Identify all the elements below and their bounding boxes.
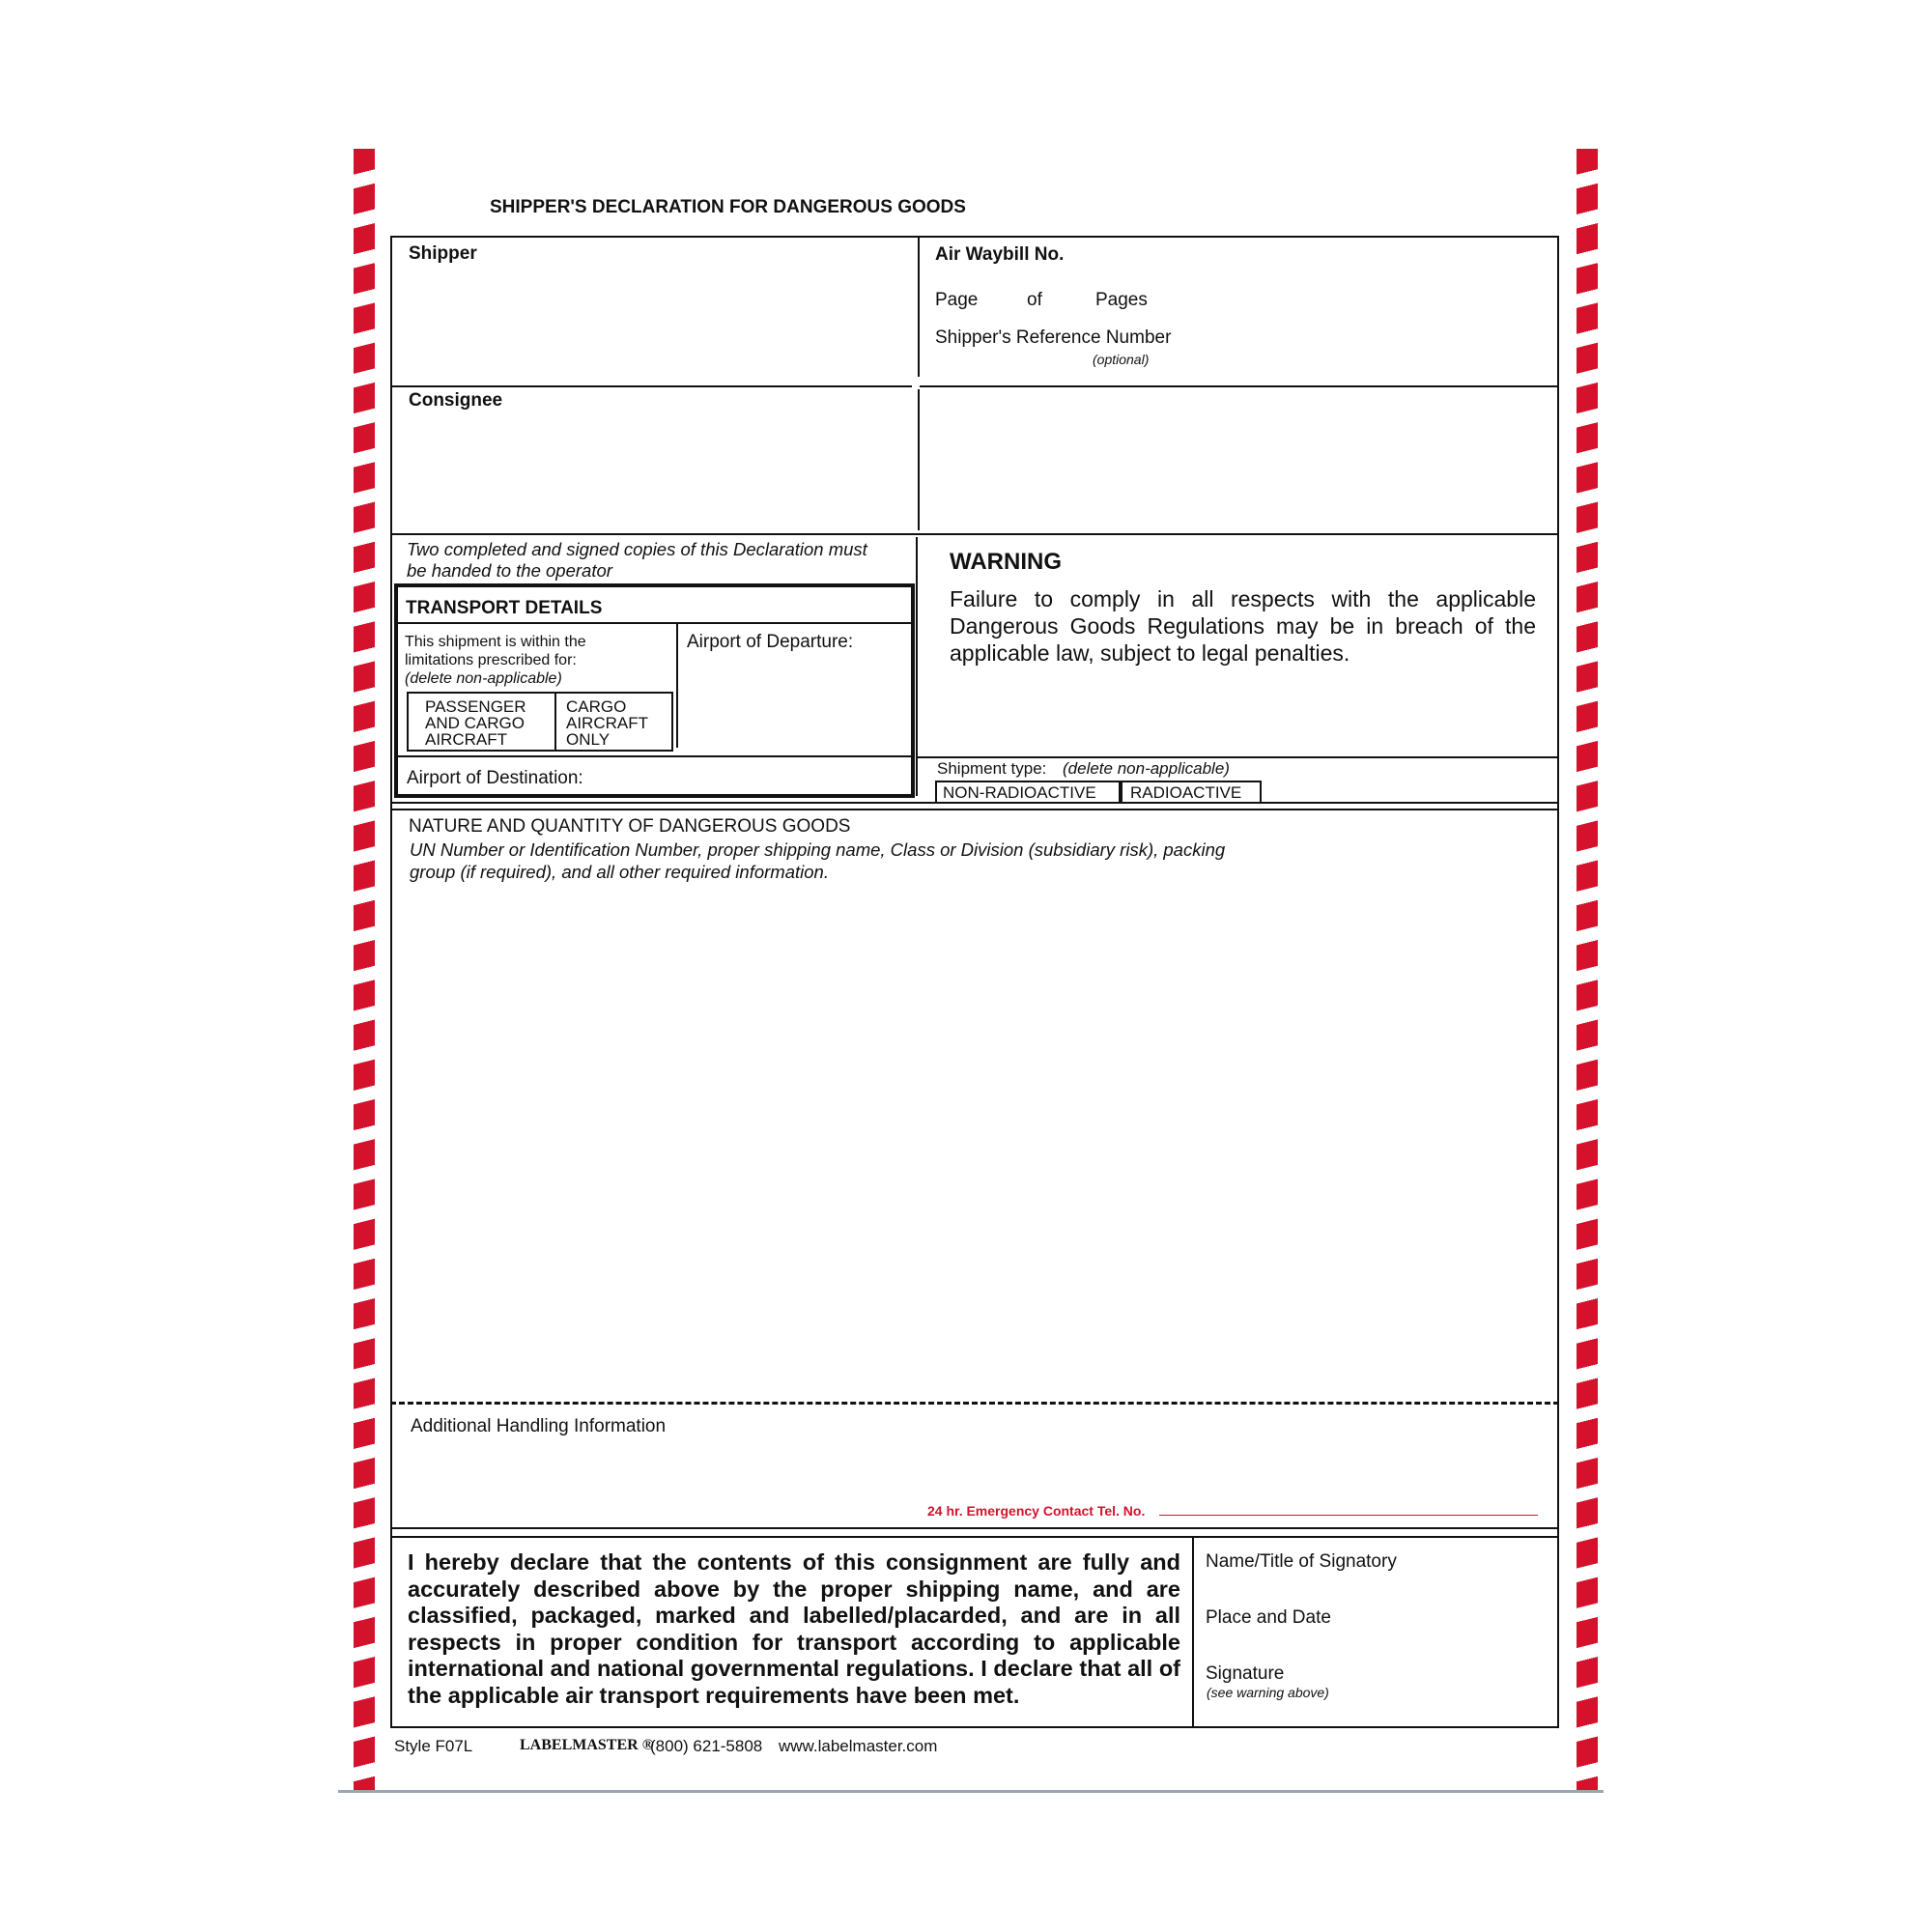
nature-description-line1: UN Number or Identification Number, proper shipping name, Class or Division (subsidiary risk), packing (410, 839, 1226, 860)
shipper-reference-label: Shipper's Reference Number (935, 327, 1172, 348)
divider (676, 624, 678, 748)
nature-description-line2: group (if required), and all other required information. (410, 862, 829, 882)
divider (920, 385, 1559, 387)
divider (1192, 1538, 1194, 1728)
divider (390, 809, 1559, 810)
copies-note-line1: Two completed and signed copies of this Declaration must (407, 539, 867, 559)
signatory-label: Name/Title of Signatory (1206, 1551, 1397, 1572)
radioactive-label: RADIOACTIVE (1130, 783, 1242, 802)
limitations-line3: (delete non-applicable) (405, 670, 562, 687)
signature-note: (see warning above) (1207, 1685, 1329, 1700)
copies-note-line2: be handed to the operator (407, 560, 612, 581)
declaration-statement: I hereby declare that the contents of this consignment are fully and accurately described above by the proper shipping name, and are classified, packaged, marked and labelled/placarded, and are in all respects in proper condition for transport according to applicable international and national governmental regulations. I declare that all of the applicable air transport requirements have been met. (408, 1549, 1180, 1708)
warning-title: WARNING (950, 549, 1062, 575)
form-title: SHIPPER'S DECLARATION FOR DANGEROUS GOODS (490, 197, 966, 217)
place-date-label: Place and Date (1206, 1607, 1331, 1628)
page-edge (338, 1790, 1604, 1793)
footer-phone: (800) 621-5808 (650, 1737, 763, 1755)
dashed-separator (390, 1402, 1559, 1405)
radioactive-option[interactable] (1121, 781, 1262, 804)
non-radioactive-option[interactable] (935, 781, 1121, 804)
limitations-line1: This shipment is within the (405, 634, 586, 650)
emergency-contact-field[interactable] (1159, 1515, 1538, 1516)
footer-website[interactable]: www.labelmaster.com (779, 1737, 938, 1755)
airport-destination-label: Airport of Destination: (407, 768, 583, 788)
shipment-type-label: Shipment type: (937, 759, 1047, 778)
airport-departure-label: Airport of Departure: (687, 632, 854, 652)
additional-handling-label: Additional Handling Information (411, 1416, 667, 1436)
divider (390, 1536, 1559, 1538)
optional-note: (optional) (1093, 352, 1150, 367)
cargo-aircraft-only-option[interactable]: CARGO AIRCRAFT ONLY (566, 697, 648, 749)
divider (918, 236, 920, 377)
style-code: Style F07L (394, 1737, 473, 1755)
pages-label: Pages (1095, 290, 1148, 310)
passenger-cargo-aircraft-option[interactable]: PASSENGER AND CARGO AIRCRAFT (425, 697, 526, 749)
divider (390, 385, 912, 387)
non-radioactive-label: NON-RADIOACTIVE (943, 783, 1096, 802)
nature-quantity-title: NATURE AND QUANTITY OF DANGEROUS GOODS (409, 816, 851, 837)
page-label: Page (935, 290, 979, 310)
shipper-label: Shipper (409, 243, 477, 264)
labelmaster-logo: LABELMASTER ® (520, 1737, 654, 1753)
divider (390, 1527, 1559, 1529)
divider (554, 692, 556, 752)
divider (918, 389, 920, 530)
hazard-stripe-left (354, 149, 375, 1791)
warning-text: Failure to comply in all respects with the applicable Dangerous Goods Regulations may be in breach of the applicable law, subject to legal penalties. (950, 586, 1536, 666)
divider (398, 622, 911, 624)
consignee-label: Consignee (409, 390, 503, 411)
of-label: of (1027, 290, 1042, 310)
emergency-contact-label: 24 hr. Emergency Contact Tel. No. (927, 1503, 1146, 1519)
hazard-stripe-right (1577, 149, 1598, 1791)
divider (918, 756, 1559, 758)
divider (398, 755, 911, 757)
signature-label: Signature (1206, 1663, 1285, 1684)
limitations-line2: limitations prescribed for: (405, 652, 577, 668)
shipment-type-note: (delete non-applicable) (1063, 759, 1230, 778)
divider (390, 533, 1559, 535)
transport-details-title: TRANSPORT DETAILS (406, 598, 603, 618)
air-waybill-label: Air Waybill No. (935, 244, 1065, 265)
